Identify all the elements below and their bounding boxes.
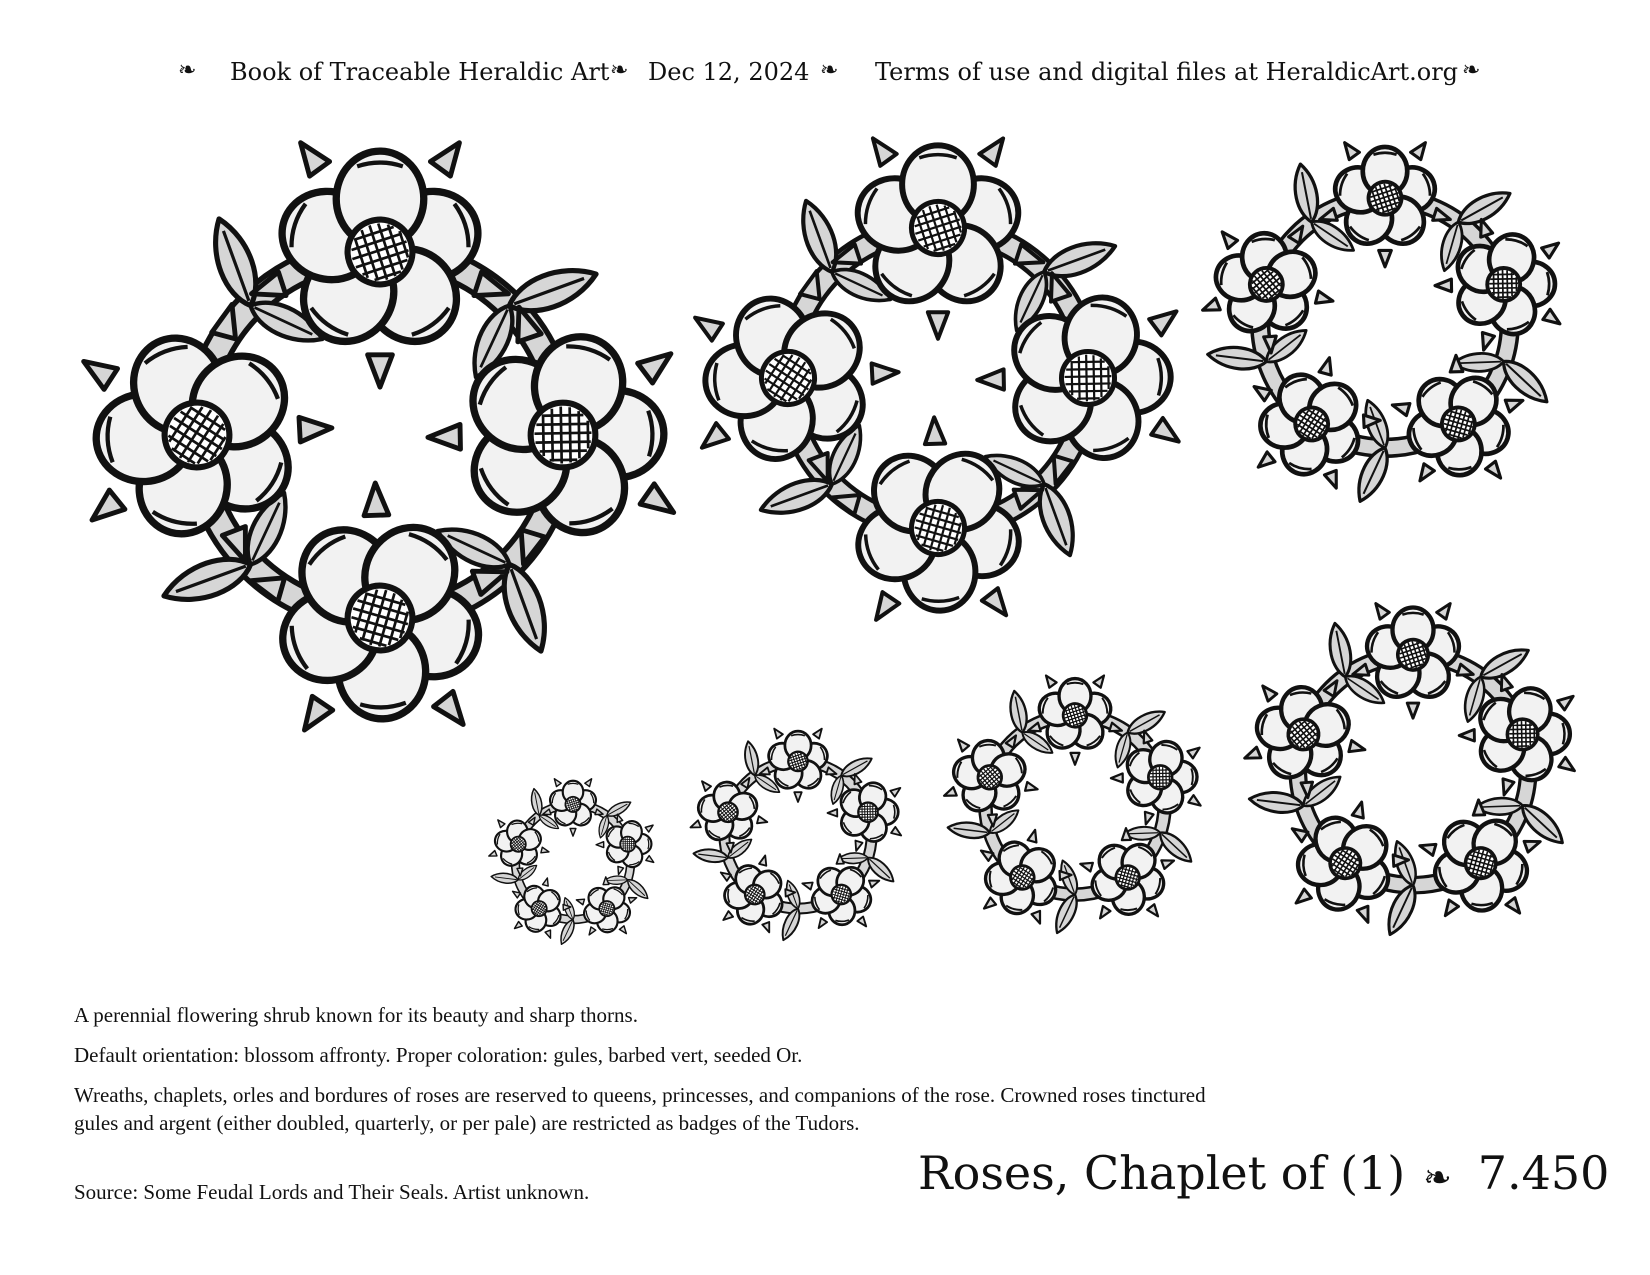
restriction-line: Wreaths, chaplets, orles and bordures of roses are reserved to queens, princesses, and companions of the rose. Crowned roses tinctured gules and argent (either doubled, quarterly, or per pale) are restricted as badges of the Tudors.	[74, 1083, 1206, 1135]
ornament-icon: ❧	[1423, 1158, 1452, 1198]
plate-title	[918, 1146, 1610, 1200]
header-bar	[0, 58, 1650, 94]
ornament-icon: ❧	[178, 58, 197, 83]
chaplet-large-icon	[75, 125, 685, 745]
ornament-icon: ❧	[610, 58, 629, 83]
plate-name: Roses, Chaplet of (1)	[918, 1146, 1406, 1200]
chaplet-five-roses-icon	[1190, 128, 1580, 518]
source-line: Source: Some Feudal Lords and Their Seals. Artist unknown.	[74, 1180, 590, 1204]
terms-text: Terms of use and digital files at HeraldicArt.org	[875, 58, 1459, 86]
chaplet-small-3-icon	[935, 665, 1215, 945]
ornament-icon: ❧	[1462, 58, 1481, 83]
chaplet-small-1-icon	[483, 772, 663, 952]
description-line: A perennial flowering shrub known for its beauty and sharp thorns.	[74, 1003, 638, 1027]
book-title: Book of Traceable Heraldic Art	[230, 58, 610, 86]
chaplet-small-2-icon	[683, 720, 913, 950]
date-text: Dec 12, 2024	[648, 58, 810, 86]
plate-number: 7.450	[1477, 1146, 1610, 1200]
orientation-line: Default orientation: blossom affronty. Proper coloration: gules, barbed vert, seeded Or.	[74, 1043, 803, 1067]
chaplet-small-4-icon	[1233, 590, 1593, 950]
ornament-icon: ❧	[820, 58, 839, 83]
chaplet-medium-icon	[688, 128, 1188, 628]
